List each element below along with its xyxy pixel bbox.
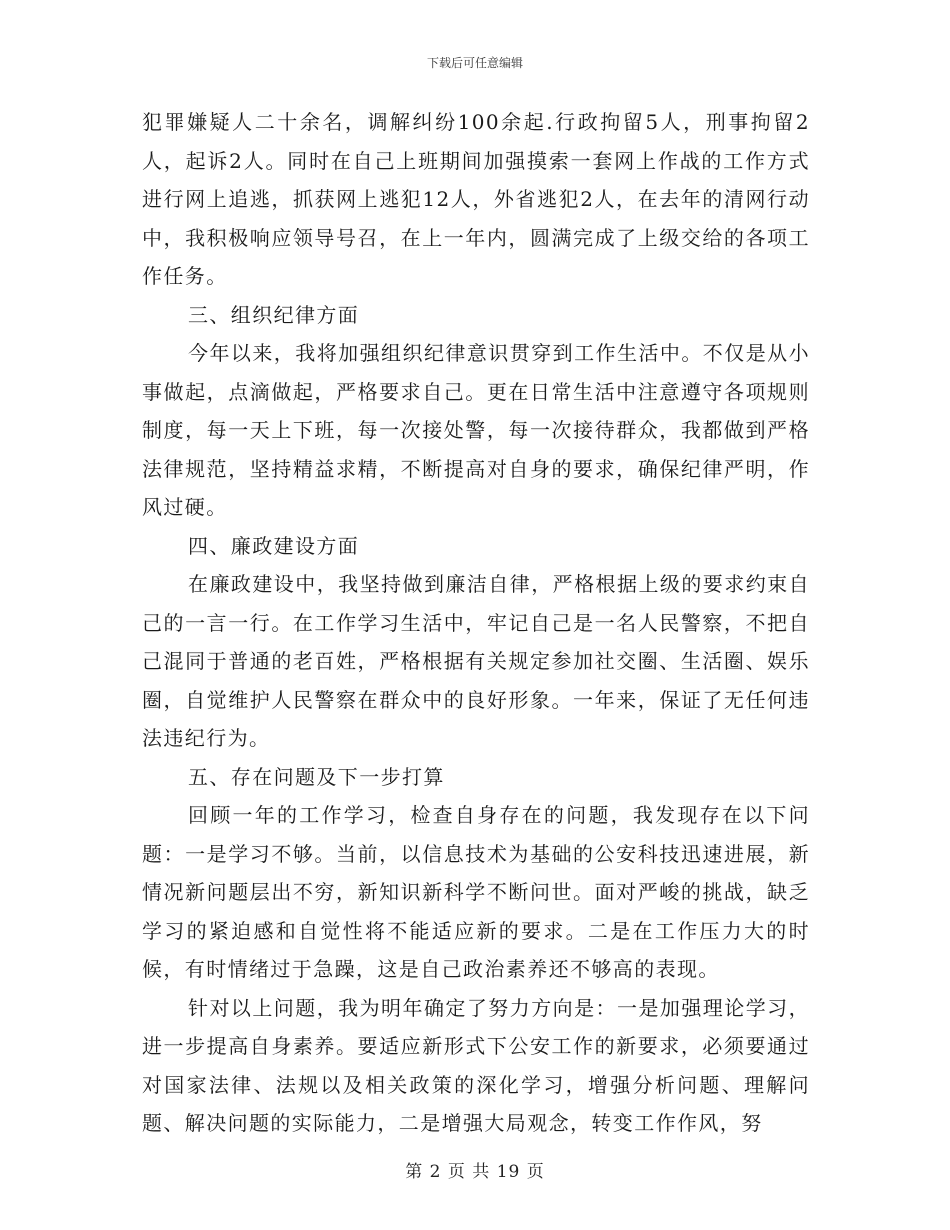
- paragraph-discipline: 今年以来，我将加强组织纪律意识贯穿到工作生活中。不仅是从小事做起，点滴做起，严格要求自己。更在日常生活中注意遵守各项规则制度，每一天上下班，每一次接处警，每一次接待群众，我都做到严格法律规范，坚持精益求精，不断提高对自身的要求，确保纪律严明，作风过硬。: [142, 341, 810, 519]
- page-header-note: 下载后可任意编辑: [426, 56, 523, 70]
- paragraph-problems: 回顾一年的工作学习，检查自身存在的问题，我发现存在以下问题：一是学习不够。当前，以信息技术为基础的公安科技迅速进展，新情况新问题层出不穷，新知识新科学不断问世。面对严峻的挑战，缺乏学习的紧迫感和自觉性将不能适应新的要求。二是在工作压力大的时候，有时情绪过于急躁，这是自己政治素养还不够高的表现。: [142, 803, 810, 981]
- page-number: 第 2 页 共 19 页: [405, 1162, 545, 1182]
- document-body: [142, 103, 810, 1143]
- section-heading-problems: 五、存在问题及下一步打算: [188, 764, 445, 789]
- section-heading-integrity: 四、廉政建设方面: [188, 533, 360, 558]
- paragraph-integrity: 在廉政建设中，我坚持做到廉洁自律，严格根据上级的要求约束自己的一言一行。在工作学习生活中，牢记自己是一名人民警察，不把自己混同于普通的老百姓，严格根据有关规定参加社交圈、生活圈、娱乐圈，自觉维护人民警察在群众中的良好形象。一年来，保证了无任何违法违纪行为。: [142, 572, 810, 750]
- paragraph-plans: 针对以上问题，我为明年确定了努力方向是：一是加强理论学习，进一步提高自身素养。要适应新形式下公安工作的新要求，必须要通过对国家法律、法规以及相关政策的深化学习，增强分析问题、理解问题、解决问题的实际能力，二是增强大局观念，转变工作作风，努: [142, 995, 810, 1135]
- paragraph-continued: 犯罪嫌疑人二十余名，调解纠纷100余起.行政拘留5人，刑事拘留2人，起诉2人。同时在自己上班期间加强摸索一套网上作战的工作方式进行网上追逃，抓获网上逃犯12人，外省逃犯2人，在去年的清网行动中，我积极响应领导号召，在上一年内，圆满完成了上级交给的各项工作任务。: [142, 110, 810, 288]
- section-heading-discipline: 三、组织纪律方面: [188, 302, 360, 327]
